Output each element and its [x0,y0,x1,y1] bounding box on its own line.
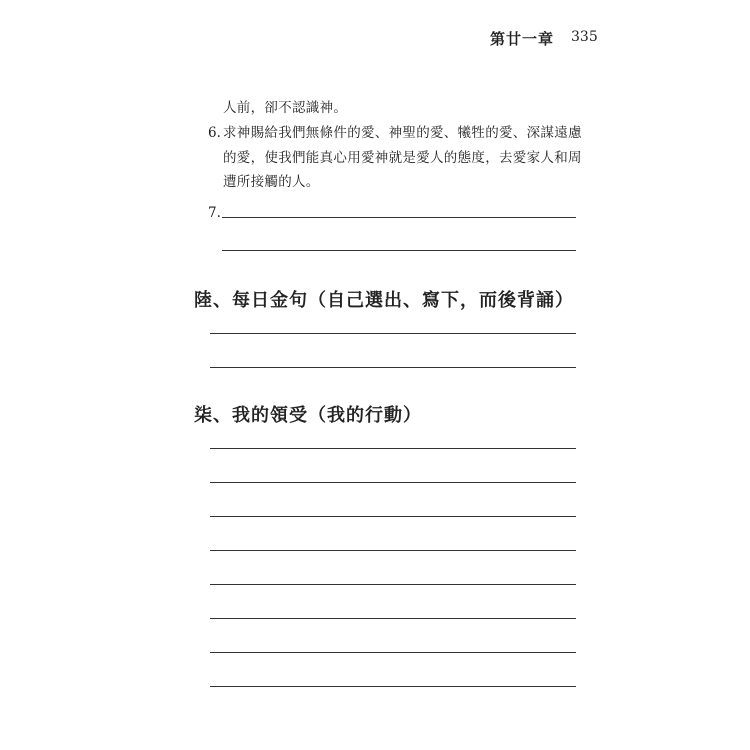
item-6-number: 6. [208,125,221,141]
item-6-line-3: 遭所接觸的人。 [223,174,320,190]
takeaway-line-3[interactable] [210,516,576,517]
takeaway-line-7[interactable] [210,652,576,653]
daily-verse-line-1[interactable] [210,333,576,334]
page-number: 335 [571,29,598,45]
list-continuation: 人前，卻不認識神。 [223,100,348,116]
takeaway-line-8[interactable] [210,686,576,687]
item-6-line-2: 的愛，使我們能真心用愛神就是愛人的態度，去愛家人和周 [223,150,582,166]
takeaway-line-5[interactable] [210,584,576,585]
item-7-answer-line-2[interactable] [222,250,576,251]
takeaway-line-2[interactable] [210,482,576,483]
item-7-number: 7. [208,205,221,221]
daily-verse-line-2[interactable] [210,367,576,368]
takeaway-line-1[interactable] [210,448,576,449]
chapter-heading: 第廿一章 [490,30,555,48]
item-6-line-1: 求神賜給我們無條件的愛、神聖的愛、犧牲的愛、深謀遠慮 [223,125,582,141]
section-my-takeaway-title: 柒、我的領受（我的行動） [194,405,422,426]
takeaway-line-6[interactable] [210,618,576,619]
section-daily-verse-title: 陸、每日金句（自己選出、寫下，而後背誦） [194,290,574,311]
takeaway-line-4[interactable] [210,550,576,551]
item-7-answer-line-1[interactable] [222,217,576,218]
